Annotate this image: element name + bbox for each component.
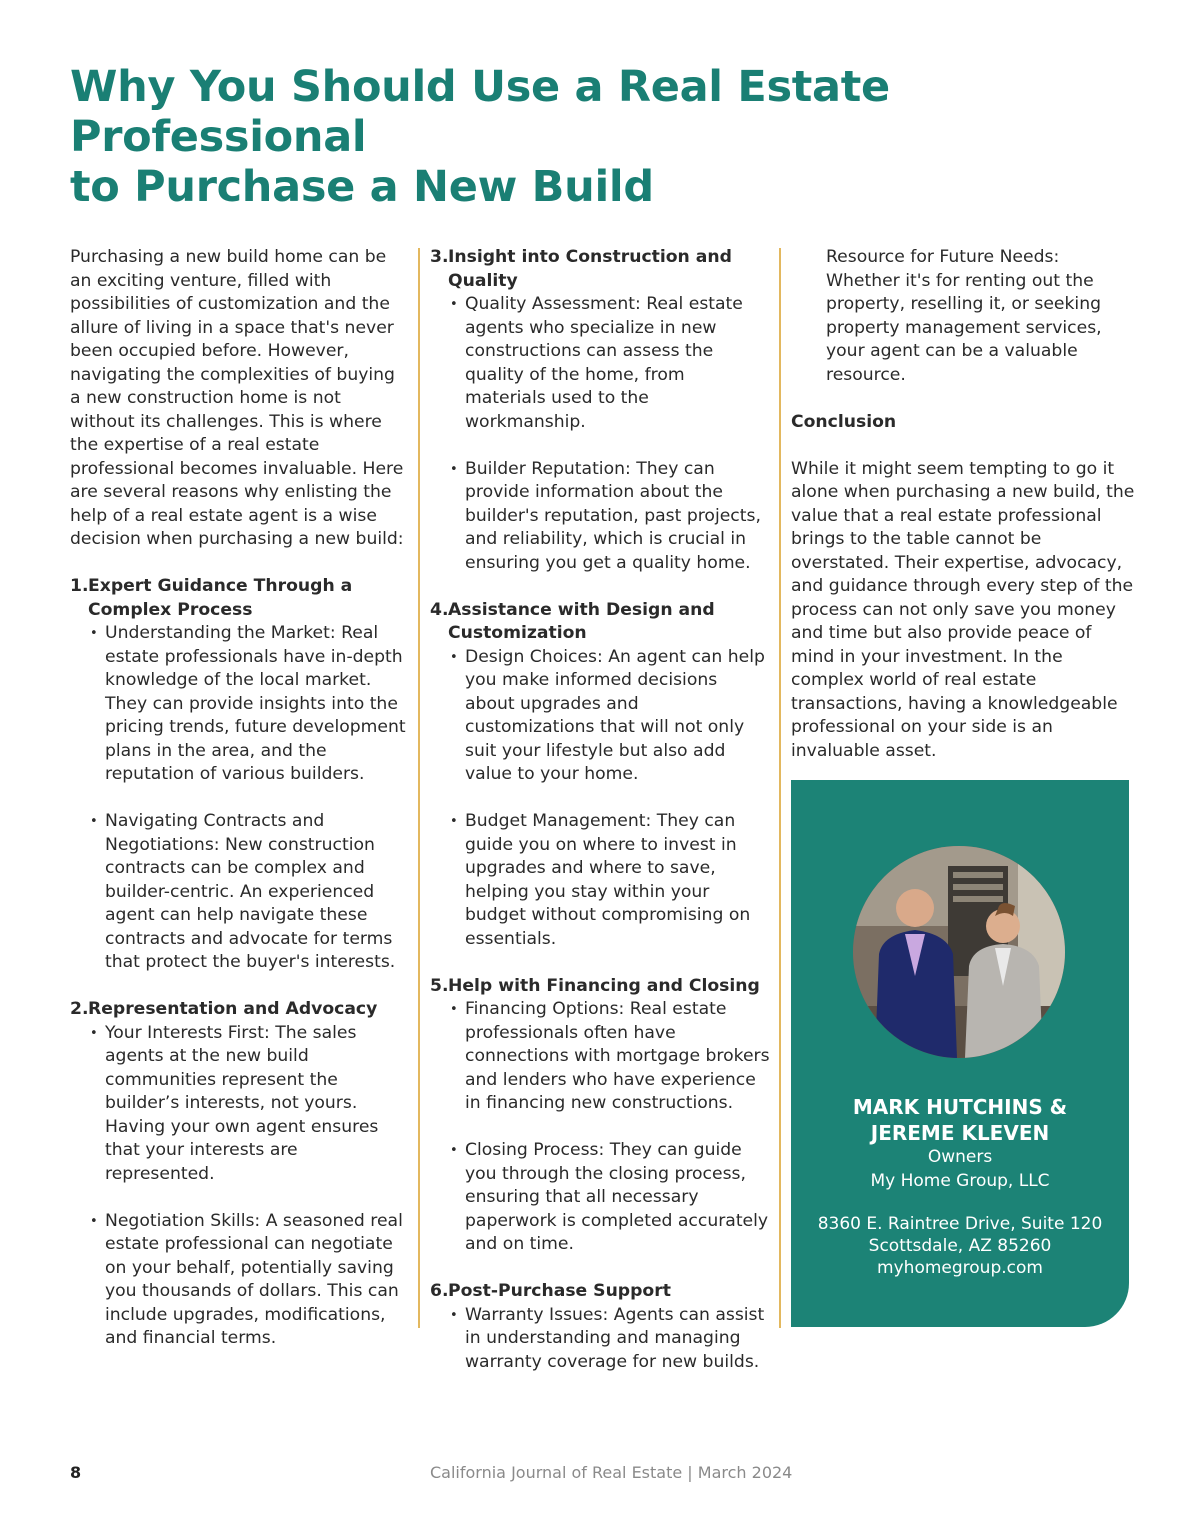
list-item: • Warranty Issues: Agents can assist in understanding and managing warranty coverage for new builds. [430, 1304, 770, 1375]
section-number: 1. [70, 576, 89, 596]
list-item: • Design Choices: An agent can help you make informed decisions about upgrades and customizations that will not only suit your lifestyle but also add value to your home. [430, 646, 770, 787]
continued-bullet: Resource for Future Needs: Whether it's for renting out the property, reselling it, or seeking property management services, your agent can be a valuable resource. [826, 247, 1102, 385]
title-line-2: to Purchase a New Build [70, 162, 654, 212]
column-divider-1 [418, 248, 420, 1328]
section-title: Help with Financing and Closing [448, 975, 760, 996]
section-title: Post-Purchase Support [448, 1281, 671, 1301]
agent-card [791, 780, 1129, 1327]
section-heading-5 [430, 975, 770, 999]
section-heading-4 [430, 599, 770, 646]
list-item: • Closing Process: They can guide you through the closing process, ensuring that all necessary paperwork is completed accurately and on time. [430, 1139, 770, 1257]
bullet-icon: • [450, 297, 458, 312]
bullet-icon: • [90, 814, 98, 829]
section-title: Insight into Construction and Quality [448, 247, 732, 291]
section-title: Assistance with Design and Customization [448, 599, 715, 643]
bullet-icon: • [450, 814, 458, 829]
title-line-1: Why You Should Use a Real Estate Professional [70, 62, 890, 162]
bullet-icon: • [450, 649, 458, 665]
agent-role: Owners [927, 1147, 993, 1167]
page-number: 8 [70, 1463, 82, 1482]
section-number: 3. [430, 247, 449, 267]
column-2 [430, 246, 770, 1374]
list-item: • Budget Management: They can guide you on where to invest in upgrades and where to save, helping you stay within your budget without compromising on essentials. [430, 810, 770, 951]
column-1 [70, 246, 410, 1351]
section-heading-2 [70, 998, 410, 1022]
section-heading-6 [430, 1280, 770, 1304]
bullet-icon: • [450, 1307, 458, 1323]
bullet-icon: • [450, 461, 458, 477]
bullet-icon: • [90, 1213, 98, 1229]
section-number: 6. [430, 1281, 449, 1301]
list-item: • Quality Assessment: Real estate agents who specialize in new constructions can assess the quality of the home, from materials used to the workmanship. [430, 293, 770, 434]
list-item: • Negotiation Skills: A seasoned real estate professional can negotiate on your behalf, potentially saving you thousands of dollars. This can include upgrades, modifications, and financial terms. [70, 1210, 410, 1351]
column-3 [791, 246, 1136, 763]
list-item: • Understanding the Market: Real estate professionals have in-depth knowledge of the local market. They can provide insights into the pricing trends, future development plans in the area, and the reputation of various builders. [70, 622, 410, 787]
bullet-icon: • [90, 626, 98, 641]
column-divider-2 [779, 248, 781, 1328]
list-item: • Financing Options: Real estate professionals often have connections with mortgage brokers and lenders who have experience in financing new constructions. [430, 998, 770, 1116]
section-title: Representation and Advocacy [88, 999, 378, 1019]
agents-photo-illustration [853, 846, 1065, 1058]
list-item: • Your Interests First: The sales agents at the new build communities represent the builder’s interests, not yours. Having your own agent ensures that your interests are represented. [70, 1022, 410, 1187]
section-heading-1 [70, 575, 410, 622]
list-item: • Builder Reputation: They can provide information about the builder's reputation, past projects, and reliability, which is crucial in ensuring you get a quality home. [430, 458, 770, 576]
publication-footer: California Journal of Real Estate | March 2024 [430, 1463, 793, 1482]
agent-address-line-1: 8360 E. Raintree Drive, Suite 120 [817, 1214, 1103, 1234]
page-title [70, 62, 1130, 212]
agent-address-line-2: Scottsdale, AZ 85260 [868, 1236, 1052, 1256]
intro-paragraph: Purchasing a new build home can be an exciting venture, filled with possibilities of customization and the allure of living in a space that's never been occupied before. However, navigating the complexities of buying a new construction home is not without its challenges. This is where the expertise of a real estate professional becomes invaluable. Here are several reasons why enlisting the help of a real estate agent is a wise decision when purchasing a new build: [70, 247, 404, 549]
section-heading-3 [430, 246, 770, 293]
section-number: 2. [70, 999, 89, 1019]
agent-name-line-2: JEREME KLEVEN [870, 1121, 1050, 1145]
section-number: 5. [430, 975, 449, 996]
bullet-icon: • [90, 1025, 98, 1041]
bullet-icon: • [450, 1143, 458, 1158]
agent-company: My Home Group, LLC [870, 1171, 1050, 1191]
agents-photo [853, 846, 1065, 1058]
list-item: • Navigating Contracts and Negotiations: New construction contracts can be complex and builder-centric. An experienced agent can help navigate these contracts and advocate for terms that protect the buyer's interests. [70, 810, 410, 975]
agent-names [791, 1094, 1129, 1146]
conclusion-paragraph: While it might seem tempting to go it alone when purchasing a new build, the value that a real estate professional brings to the table cannot be overstated. Their expertise, advocacy, and guidance through every step of the process can not only save you money and time but also provide peace of mind in your investment. In the complex world of real estate transactions, having a knowledgeable professional on your side is an invaluable asset. [791, 458, 1135, 761]
agent-website: myhomegroup.com [877, 1258, 1043, 1278]
section-number: 4. [430, 599, 449, 620]
conclusion-heading: Conclusion [791, 411, 897, 432]
section-title: Expert Guidance Through a Complex Process [88, 576, 353, 620]
bullet-icon: • [450, 1002, 458, 1017]
agent-name-line-1: MARK HUTCHINS & [852, 1095, 1068, 1119]
